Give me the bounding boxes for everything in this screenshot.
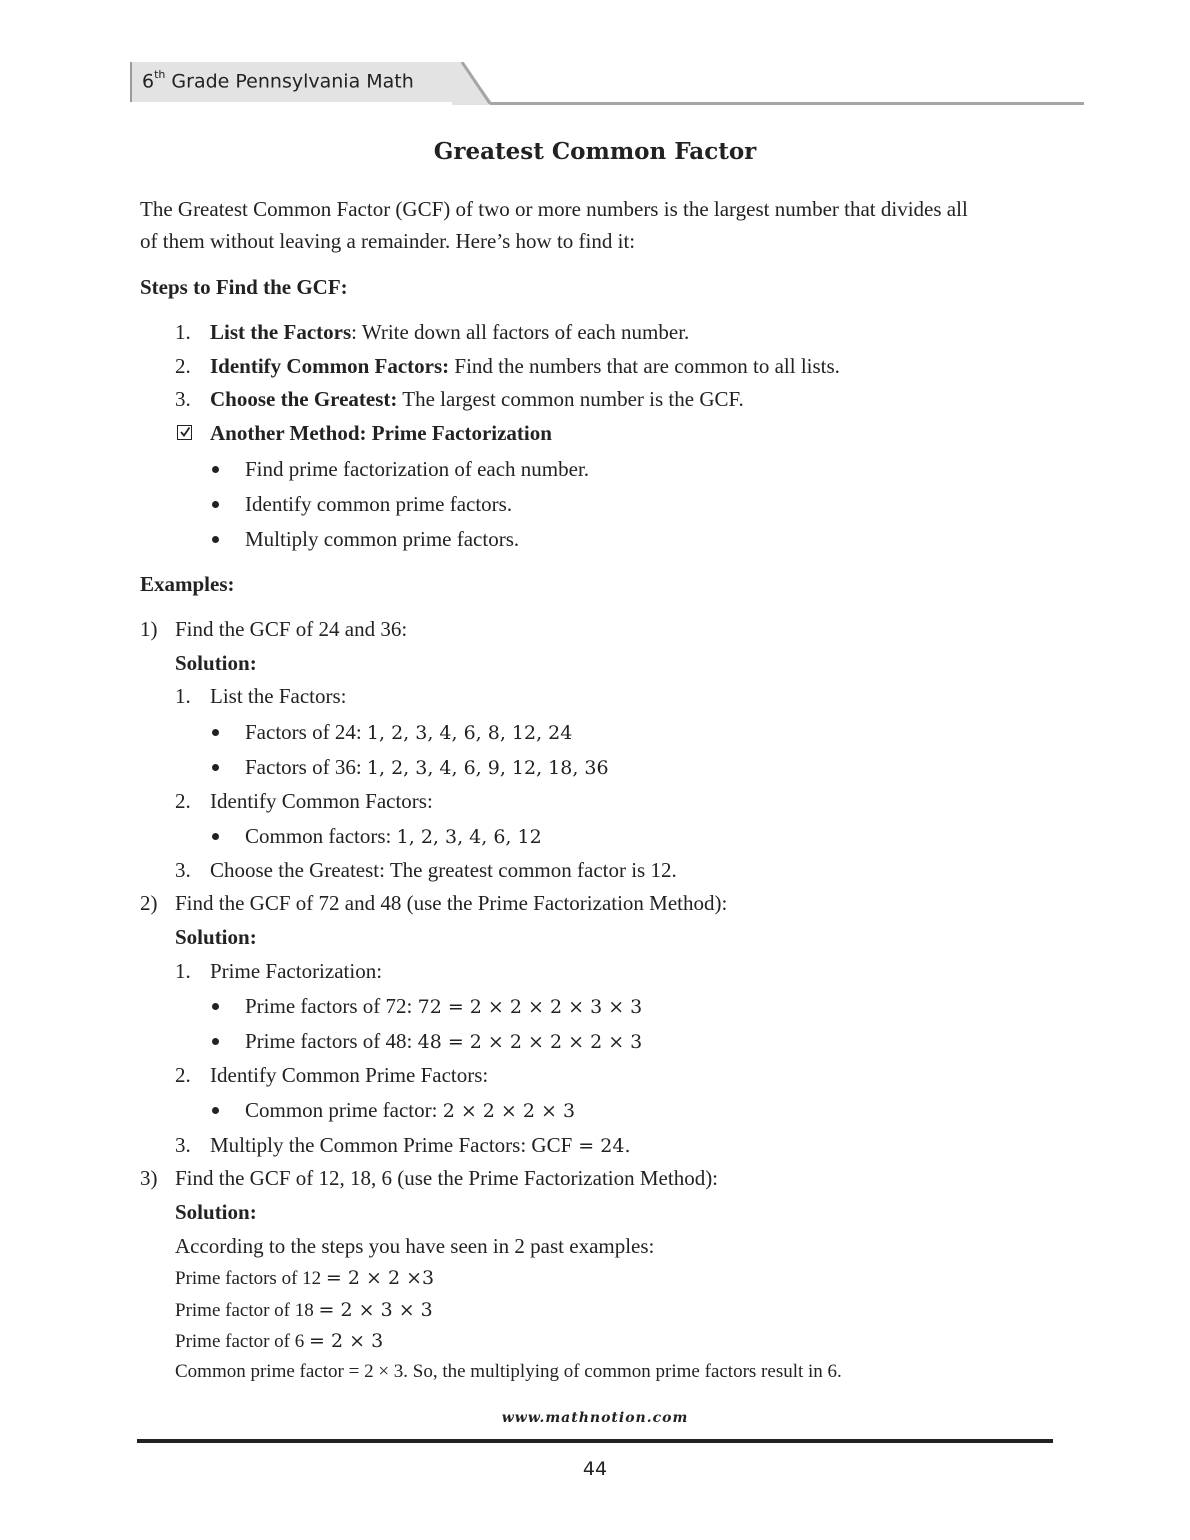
- ex1-common-factors: Common factors: 1, 2, 3, 4, 6, 12: [245, 824, 542, 848]
- page-header: [130, 62, 1084, 106]
- checkbox-checked-icon: [177, 425, 192, 440]
- intro-line-2: of them without leaving a remainder. Here’s how to find it:: [140, 229, 636, 253]
- step-number: 1.: [175, 320, 191, 344]
- ex3-conclusion: Common prime factor = 2 × 3. So, the multiplying of common prime factors result in 6.: [175, 1361, 842, 1382]
- bullet-icon: [212, 1107, 219, 1114]
- step-item: Identify Common Factors: Find the numbers that are common to all lists.: [210, 354, 840, 378]
- another-method-heading: Another Method: Prime Factorization: [210, 421, 552, 445]
- method-bullet: Multiply common prime factors.: [245, 527, 520, 551]
- bullet-icon: [212, 833, 219, 840]
- bullet-icon: [212, 536, 219, 543]
- step-number: 1.: [175, 684, 191, 708]
- header-rule: [490, 102, 1084, 105]
- step-number: 2.: [175, 354, 191, 378]
- step-number: 3.: [175, 858, 191, 882]
- header-title: 6th Grade Pennsylvania Math: [142, 68, 414, 93]
- step-number: 3.: [175, 387, 191, 411]
- ex2-prime-factors-72: Prime factors of 72: 72 = 2 × 2 × 2 × 3 × 3: [245, 994, 643, 1018]
- ex1-step-2: Identify Common Factors:: [210, 789, 433, 813]
- page-title: Greatest Common Factor: [433, 138, 757, 165]
- footer-url: www.mathnotion.com: [501, 1410, 689, 1426]
- example-1-prompt: Find the GCF of 24 and 36:: [175, 617, 408, 641]
- ex1-factors-36: Factors of 36: 1, 2, 3, 4, 6, 9, 12, 18, 36: [245, 755, 609, 779]
- ex2-step-3: Multiply the Common Prime Factors: GCF = 24.: [210, 1133, 631, 1157]
- ex3-prime-factors-6: Prime factor of 6 = 2 × 3: [175, 1330, 384, 1352]
- ex1-step-3: Choose the Greatest: The greatest common factor is 12.: [210, 858, 677, 882]
- bullet-icon: [212, 729, 219, 736]
- ex2-step-2: Identify Common Prime Factors:: [210, 1063, 489, 1087]
- example-number: 1): [140, 617, 158, 641]
- ex3-prime-factors-12: Prime factors of 12 = 2 × 2 ×3: [175, 1267, 435, 1289]
- example-3-prompt: Find the GCF of 12, 18, 6 (use the Prime Factorization Method):: [175, 1166, 719, 1190]
- header-slant-decoration: [452, 62, 492, 106]
- step-number: 3.: [175, 1133, 191, 1157]
- solution-label: Solution:: [175, 651, 257, 675]
- page-number: 44: [582, 1458, 608, 1480]
- example-number: 2): [140, 891, 158, 915]
- intro-line-1: The Greatest Common Factor (GCF) of two or more numbers is the largest number that divides all: [140, 197, 968, 221]
- step-item: Choose the Greatest: The largest common number is the GCF.: [210, 387, 744, 411]
- bullet-icon: [212, 1038, 219, 1045]
- ex3-intro-line: According to the steps you have seen in 2 past examples:: [175, 1234, 655, 1258]
- solution-label: Solution:: [175, 1200, 257, 1224]
- ex2-step-1: Prime Factorization:: [210, 959, 383, 983]
- footer-rule: [137, 1439, 1053, 1443]
- bullet-icon: [212, 501, 219, 508]
- example-2-prompt: Find the GCF of 72 and 48 (use the Prime Factorization Method):: [175, 891, 728, 915]
- ex1-factors-24: Factors of 24: 1, 2, 3, 4, 6, 8, 12, 24: [245, 720, 573, 744]
- method-bullet: Identify common prime factors.: [245, 492, 513, 516]
- step-number: 2.: [175, 1063, 191, 1087]
- bullet-icon: [212, 764, 219, 771]
- ex1-step-1: List the Factors:: [210, 684, 347, 708]
- step-number: 2.: [175, 789, 191, 813]
- step-number: 1.: [175, 959, 191, 983]
- examples-heading: Examples:: [140, 572, 235, 596]
- ex2-common-prime-factor: Common prime factor: 2 × 2 × 2 × 3: [245, 1098, 576, 1122]
- solution-label: Solution:: [175, 925, 257, 949]
- method-bullet: Find prime factorization of each number.: [245, 457, 590, 481]
- ex2-prime-factors-48: Prime factors of 48: 48 = 2 × 2 × 2 × 2 × 3: [245, 1029, 643, 1053]
- step-item: List the Factors: Write down all factors of each number.: [210, 320, 690, 344]
- example-number: 3): [140, 1166, 158, 1190]
- steps-heading: Steps to Find the GCF:: [140, 275, 348, 299]
- ex3-prime-factors-18: Prime factor of 18 = 2 × 3 × 3: [175, 1299, 433, 1321]
- bullet-icon: [212, 1003, 219, 1010]
- bullet-icon: [212, 466, 219, 473]
- header-tab: [130, 62, 454, 102]
